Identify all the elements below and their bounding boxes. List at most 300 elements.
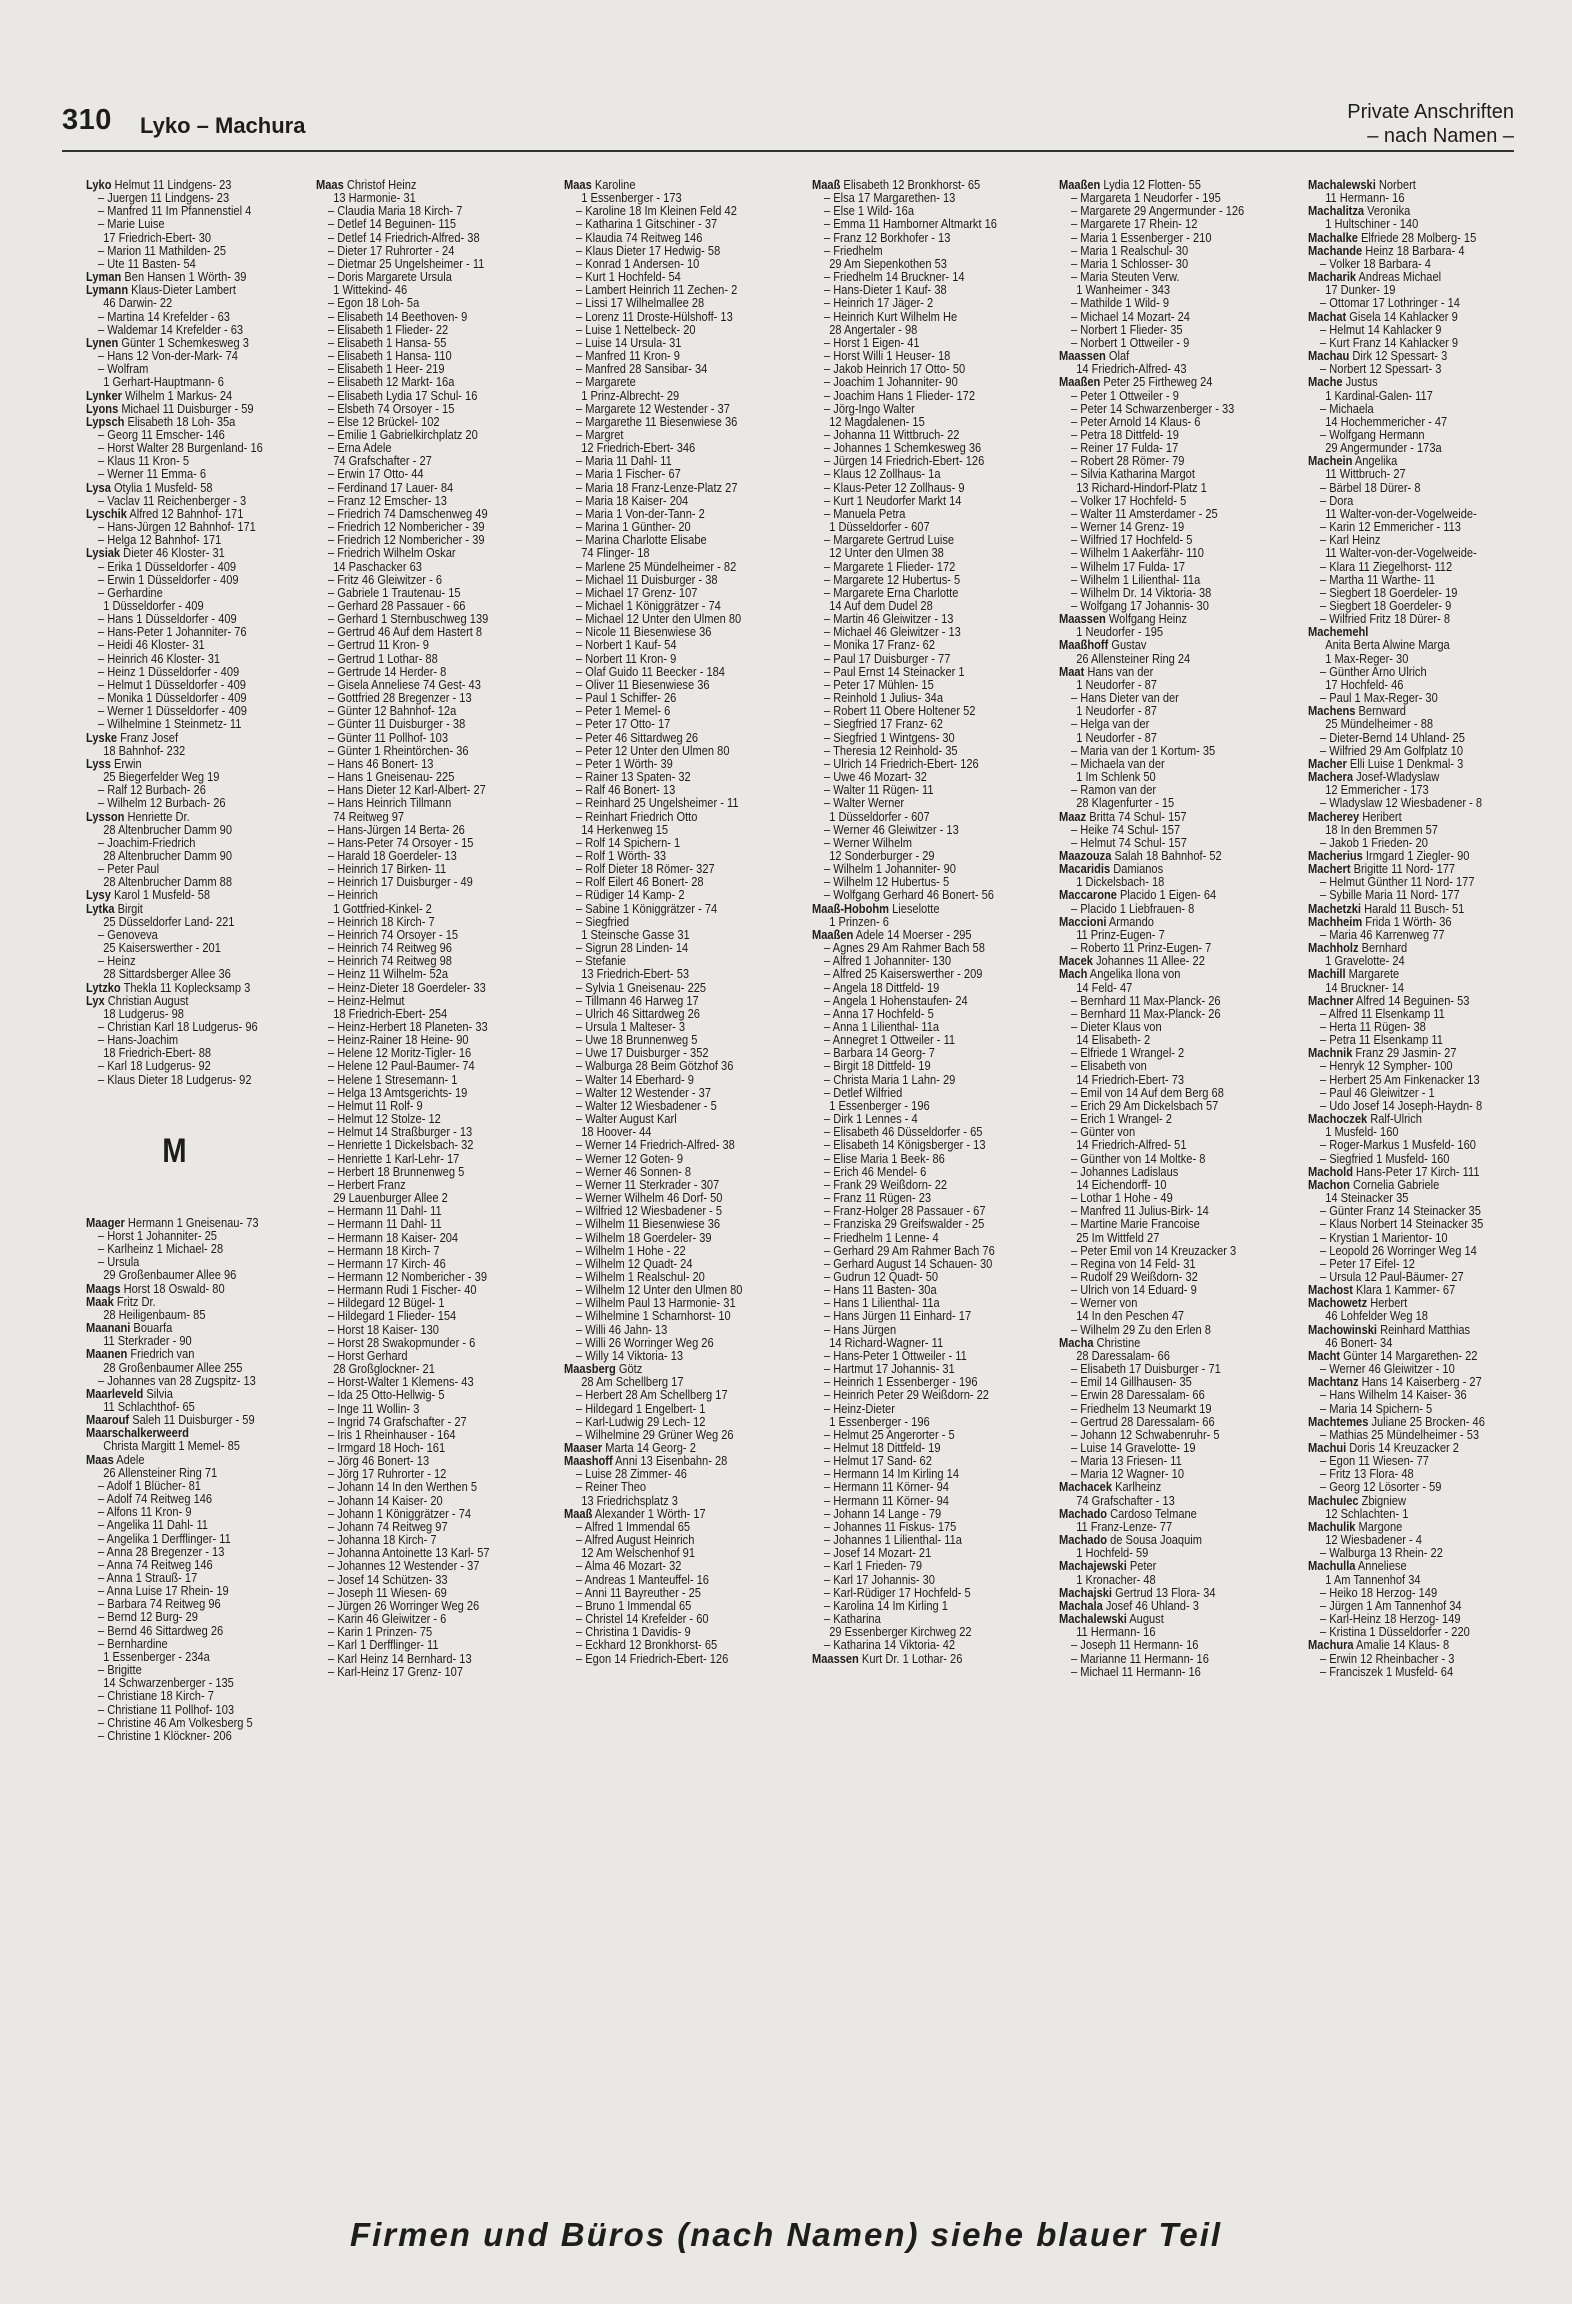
entry-line: – Werner 12 Goten- 9 — [576, 1150, 684, 1166]
entry-line: – Robert 28 Römer- 79 — [1071, 453, 1185, 469]
entry-address-line: 26 Allensteiner Ring 71 — [103, 1464, 218, 1480]
entry-surname-line: Machold Hans-Peter 17 Kirch- 111 — [1308, 1163, 1480, 1179]
entry-address-line: 1 Kardinal-Galen- 117 — [1325, 387, 1433, 403]
entry-line: – Christine 1 Klöckner- 206 — [98, 1727, 232, 1743]
entry-line: – Werner von — [1071, 1295, 1138, 1311]
entry-line: – Anna 74 Reitweg 146 — [98, 1556, 213, 1572]
entry-surname-line: Machtanz Hans 14 Kaiserberg - 27 — [1308, 1374, 1482, 1390]
entry-address-line: 28 Altenbrucher Damm 88 — [103, 874, 232, 890]
entry-address-line: 25 Biegerfelder Weg 19 — [103, 769, 220, 785]
entry-line: – Frank 29 Weißdorn- 22 — [824, 1176, 948, 1192]
entry-line: – Emma 11 Hamborner Altmarkt 16 — [824, 216, 997, 232]
entry-line: – Ursula — [98, 1254, 140, 1270]
entry-line: – Karin 12 Emmericher - 113 — [1320, 519, 1461, 535]
entry-line: – Wilhelm 1 Lilienthal- 11a — [1071, 571, 1201, 587]
entry-surname-line: Machner Alfred 14 Beguinen- 53 — [1308, 992, 1470, 1008]
entry-line: – Placido 1 Liebfrauen- 8 — [1071, 900, 1195, 916]
entry-line: – Franz 12 Emscher- 13 — [328, 492, 447, 508]
entry-line: – Alfred 1 Johanniter- 130 — [824, 953, 951, 969]
entry-surname-line: Maaß Alexander 1 Wörth- 17 — [564, 1505, 706, 1521]
entry-line: – Rolf Eilert 46 Bonert- 28 — [576, 874, 704, 890]
entry-surname-line: Lypsch Elisabeth 18 Loh- 35a — [86, 413, 236, 429]
entry-line: – Horst 1 Johanniter- 25 — [98, 1227, 217, 1243]
entry-surname-line: Lysiak Dieter 46 Kloster- 31 — [86, 545, 225, 561]
entry-line: – Willi 46 Jahn- 13 — [576, 1321, 668, 1337]
entry-line: – Leopold 26 Worringer Weg 14 — [1320, 1242, 1477, 1258]
entry-address-line: 74 Grafschafter - 13 — [1076, 1492, 1175, 1508]
entry-line: – Wilfried Fritz 18 Dürer- 8 — [1320, 611, 1451, 627]
entry-address-line: 1 Steinsche Gasse 31 — [581, 926, 690, 942]
entry-line: – Elisabeth 1 Heer- 219 — [328, 361, 445, 377]
entry-address-line: 11 Franz-Lenze- 77 — [1076, 1518, 1173, 1534]
entry-line: – Klaudia 74 Reitweg 146 — [576, 229, 703, 245]
entry-line: – Friedhelm 13 Neumarkt 19 — [1071, 1400, 1212, 1416]
entry-line: – Dietmar 25 Ungelsheimer - 11 — [328, 255, 485, 271]
entry-line: – Ulrich 46 Sittardweg 26 — [576, 1005, 700, 1021]
entry-address-line: 17 Friedrich-Ebert- 30 — [103, 229, 212, 245]
entry-line: – Heinz — [98, 953, 136, 969]
entry-address-line: Christa Margitt 1 Memel- 85 — [103, 1438, 240, 1454]
entry-line: – Michaela — [1320, 400, 1374, 416]
entry-address-line: 13 Friedrichsplatz 3 — [581, 1492, 678, 1508]
entry-line: – Heinrich 17 Jäger- 2 — [824, 295, 934, 311]
entry-address-line: 14 Friedrich-Alfred- 43 — [1076, 361, 1187, 377]
entry-line: – Herta 11 Rügen- 38 — [1320, 1019, 1426, 1034]
entry-line: – Elise Maria 1 Beek- 86 — [824, 1150, 945, 1166]
entry-surname-line: Maanen Friedrich van — [86, 1346, 195, 1362]
entry-line: – Mathias 25 Mündelheimer - 53 — [1320, 1426, 1480, 1442]
entry-address-line: 1 Dickelsbach- 18 — [1076, 874, 1165, 890]
entry-address-line: 17 Hochfeld- 46 — [1325, 676, 1404, 692]
entry-address-line: 28 Heiligenbaum- 85 — [103, 1306, 206, 1322]
entry-line: – Franz-Holger 28 Passauer - 67 — [824, 1203, 986, 1219]
entry-address-line: 18 Friedrich-Ebert- 254 — [333, 1005, 448, 1021]
entry-address-line: 46 Darwin- 22 — [103, 295, 173, 311]
entry-line: – Katharina 1 Gitschiner - 37 — [576, 216, 718, 232]
entry-line: – Klaus Norbert 14 Steinacker 35 — [1320, 1216, 1484, 1232]
entry-line: – Walburga 13 Rhein- 22 — [1320, 1545, 1443, 1561]
entry-line: – Karl-Rüdiger 17 Hochfeld- 5 — [824, 1584, 971, 1600]
entry-line: – Michael 11 Duisburger - 38 — [576, 571, 718, 587]
entry-line: – Reiner 17 Fulda- 17 — [1071, 440, 1179, 456]
entry-line: – Christina 1 Davidis- 9 — [576, 1624, 691, 1640]
entry-line: – Anna 1 Lilienthal- 11a — [824, 1019, 940, 1034]
entry-address-line: 18 Ludgerus- 98 — [103, 1005, 184, 1021]
entry-address-line: 29 Großenbaumer Allee 96 — [103, 1267, 237, 1283]
entry-address-line: 29 Am Siepenkothen 53 — [829, 255, 947, 271]
entry-line: – Klaus-Peter 12 Zollhaus- 9 — [824, 479, 965, 495]
entry-line: – Wilhelm 29 Zu den Erlen 8 — [1071, 1321, 1211, 1337]
entry-surname-line: Machat Gisela 14 Kahlacker 9 — [1308, 308, 1458, 324]
entry-surname-line: Machalitza Veronika — [1308, 203, 1411, 219]
entry-address-line: 14 Paschacker 63 — [333, 558, 422, 574]
entry-line: – Monika 1 Düsseldorfer - 409 — [98, 690, 247, 706]
entry-address-line: 11 Prinz-Eugen- 7 — [1076, 926, 1165, 942]
entry-line: – Norbert 12 Spessart- 3 — [1320, 361, 1442, 377]
entry-surname-line: Lyman Ben Hansen 1 Wörth- 39 — [86, 269, 247, 285]
entry-address-line: 1 Max-Reger- 30 — [1325, 650, 1409, 666]
entry-line: – Brigitte — [98, 1662, 142, 1678]
entry-line: – Henriette 1 Dickelsbach- 32 — [328, 1137, 474, 1153]
entry-line: – Hans-Peter 1 Ottweiler - 11 — [824, 1347, 967, 1363]
entry-line: – Emilie 1 Gabrielkirchplatz 20 — [328, 426, 478, 442]
entry-line: – Lorenz 11 Droste-Hülshoff- 13 — [576, 308, 733, 324]
entry-line: – Claudia Maria 18 Kirch- 7 — [328, 203, 463, 219]
entry-line: – Wolfram — [98, 361, 149, 377]
entry-line: – Franciszek 1 Musfeld- 64 — [1320, 1663, 1454, 1679]
entry-line: – Gabriele 1 Trautenau- 15 — [328, 584, 461, 600]
entry-surname-line: Machalewski August — [1059, 1611, 1164, 1627]
entry-line: – Bernd 12 Burg- 29 — [98, 1609, 198, 1625]
entry-line: – Mathilde 1 Wild- 9 — [1071, 295, 1170, 311]
entry-line: – Wilhelm Paul 13 Harmonie- 31 — [576, 1295, 736, 1311]
entry-line: – Hermann Rudi 1 Fischer- 40 — [328, 1282, 477, 1298]
entry-surname-line: Machulik Margone — [1308, 1518, 1403, 1534]
entry-line: – Karl Heinz — [1320, 532, 1381, 548]
entry-line: – Helmut 74 Schul- 157 — [1071, 834, 1187, 850]
entry-line: – Wolfgang Gerhard 46 Bonert- 56 — [824, 887, 994, 903]
entry-address-line: 14 Steinacker 35 — [1325, 1190, 1409, 1206]
entry-address-line: 12 Unter den Ulmen 38 — [829, 545, 944, 561]
entry-line: – Karoline 18 Im Kleinen Feld 42 — [576, 203, 737, 219]
entry-line: – Hans Jürgen — [824, 1321, 897, 1337]
entry-surname-line: Machalewski Norbert — [1308, 177, 1416, 192]
entry-line: – Wilhelmine 29 Grüner Weg 26 — [576, 1426, 734, 1442]
entry-address-line: 1 Kronacher- 48 — [1076, 1571, 1156, 1587]
entry-line: – Maria 46 Karrenweg 77 — [1320, 926, 1445, 942]
entry-line: – Erwin 12 Rheinbacher - 3 — [1320, 1650, 1455, 1666]
entry-line: – Elisabeth 1 Hansa- 55 — [328, 334, 447, 350]
entry-line: – Birgit 18 Dittfeld- 19 — [824, 1058, 931, 1074]
entry-line: – Anni 11 Bayreuther - 25 — [576, 1584, 701, 1600]
entry-line: – Manfred 11 Julius-Birk- 14 — [1071, 1203, 1209, 1219]
entry-line: – Anna 1 Strauß- 17 — [98, 1570, 198, 1585]
entry-line: – Karl-Heinz 17 Grenz- 107 — [328, 1663, 463, 1679]
entry-line: – Ramon van der — [1071, 782, 1157, 798]
entry-surname-line: Lysson Henriette Dr. — [86, 808, 190, 824]
entry-line: – Günter 11 Pollhof- 103 — [328, 729, 449, 745]
entry-surname-line: Maak Fritz Dr. — [86, 1293, 156, 1309]
entry-line: – Margarete 29 Angermunder - 126 — [1071, 203, 1245, 219]
entry-line: – Jürgen 14 Friedrich-Ebert- 126 — [824, 453, 985, 469]
entry-address-line: 18 In den Bremmen 57 — [1325, 821, 1438, 837]
entry-line: – Norbert 1 Kauf- 54 — [576, 637, 677, 653]
entry-line: – Klaus 12 Zollhaus- 1a — [824, 466, 941, 482]
entry-line: – Michael 1 Königgrätzer - 74 — [576, 598, 721, 613]
entry-address-line: 14 Bruckner- 14 — [1325, 979, 1405, 995]
entry-surname-line: Machoczek Ralf-Ulrich — [1308, 1111, 1422, 1127]
entry-line: – Wilhelm 12 Burbach- 26 — [98, 795, 226, 811]
entry-line: – Adolf 1 Blücher- 81 — [98, 1477, 201, 1493]
entry-line: – Margareta 1 Neudorfer - 195 — [1071, 190, 1221, 206]
entry-surname-line: Maaßen Peter 25 Firtheweg 24 — [1059, 374, 1213, 390]
entry-line: – Hermann 14 Im Kirling 14 — [824, 1466, 959, 1482]
entry-line: – Jürgen 1 Am Tannenhof 34 — [1320, 1597, 1462, 1613]
entry-line: – Werner 46 Gleiwitzer - 13 — [824, 821, 959, 837]
entry-line: – Ute 11 Basten- 54 — [98, 255, 196, 271]
entry-line: – Dieter 17 Ruhrorter - 24 — [328, 242, 455, 258]
entry-line: – Werner 11 Emma- 6 — [98, 466, 207, 482]
entry-line: – Dirk 1 Lennes - 4 — [824, 1111, 918, 1127]
entry-line: – Wilhelmine 1 Steinmetz- 11 — [98, 716, 242, 732]
entry-line: – Ulrich von 14 Eduard- 9 — [1071, 1282, 1197, 1298]
entry-address-line: 1 Prinzen- 6 — [829, 913, 889, 929]
entry-line: – Egon 18 Loh- 5a — [328, 295, 420, 311]
entry-line: – Barbara 14 Georg- 7 — [824, 1045, 935, 1061]
entry-line: – Joseph 11 Hermann- 16 — [1071, 1637, 1199, 1653]
entry-line: – Horst-Walter 1 Klemens- 43 — [328, 1374, 474, 1390]
entry-line: – Alfred August Heinrich — [576, 1532, 695, 1548]
entry-address-line: 28 Am Schellberg 17 — [581, 1374, 684, 1390]
column-3 — [564, 178, 742, 1665]
entry-line: – Christa Maria 1 Lahn- 29 — [824, 1071, 956, 1087]
entry-surname-line: Maat Hans van der — [1059, 663, 1154, 679]
entry-line: – Andreas 1 Manteuffel- 16 — [576, 1571, 709, 1587]
entry-line: – Dieter Klaus von — [1071, 1019, 1162, 1034]
entry-line: – Walburga 28 Beim Götzhof 36 — [576, 1058, 734, 1074]
entry-line: – Hans-Jürgen 12 Bahnhof- 171 — [98, 519, 256, 535]
entry-line: – Juergen 11 Lindgens- 23 — [98, 190, 230, 206]
entry-line: – Walter 14 Eberhard- 9 — [576, 1071, 694, 1087]
entry-line: – Johann 1 Königgrätzer - 74 — [328, 1505, 472, 1521]
entry-line: – Agnes 29 Am Rahmer Bach 58 — [824, 940, 985, 956]
entry-line: – Walter 12 Westender - 37 — [576, 1084, 711, 1100]
entry-surname-line: Machert Brigitte 11 Nord- 177 — [1308, 861, 1456, 877]
entry-line: – Michael 11 Hermann- 16 — [1071, 1663, 1201, 1679]
entry-line: – Johannes 1 Schemkesweg 36 — [824, 440, 982, 456]
entry-line: – Bernhard 11 Max-Planck- 26 — [1071, 1005, 1221, 1021]
entry-line: – Werner 46 Sonnen- 8 — [576, 1163, 692, 1179]
entry-address-line: 11 Walter-von-der-Vogelweide- — [1325, 505, 1477, 521]
entry-line: – Karl 1 Derfflinger- 11 — [328, 1637, 439, 1653]
entry-surname-line: Machtemes Juliane 25 Brocken- 46 — [1308, 1413, 1485, 1429]
entry-address-line: 1 Im Schlenk 50 — [1076, 769, 1156, 785]
entry-address-line: 25 Kaiserswerther - 201 — [103, 940, 221, 956]
entry-line: – Peter 17 Eifel- 12 — [1320, 1255, 1415, 1271]
entry-line: – Regina von 14 Feld- 31 — [1071, 1255, 1196, 1271]
entry-line: – Martha 11 Warthe- 11 — [1320, 571, 1436, 587]
entry-line: – Elisabeth 1 Flieder- 22 — [328, 321, 449, 337]
entry-line: – Ottomar 17 Lothringer - 14 — [1320, 295, 1460, 311]
entry-surname-line: Maaß-Hobohm Lieselotte — [812, 900, 940, 916]
entry-line: – Herbert Franz — [328, 1176, 406, 1192]
entry-line: – Paul 46 Gleiwitzer - 1 — [1320, 1084, 1435, 1100]
entry-surname-line: Lynen Günter 1 Schemkesweg 3 — [86, 334, 249, 350]
entry-line: – Wilhelm 1 Realschul- 20 — [576, 1268, 705, 1284]
entry-address-line: 1 Essenberger - 196 — [829, 1097, 930, 1113]
entry-line: – Heinrich Kurt Wilhelm He — [824, 308, 958, 324]
entry-address-line: 1 Düsseldorfer - 409 — [103, 598, 204, 613]
entry-line: – Norbert 11 Kron- 9 — [576, 650, 677, 666]
entry-line: – Hermann 17 Kirch- 46 — [328, 1255, 446, 1271]
entry-line: – Emil von 14 Auf dem Berg 68 — [1071, 1084, 1224, 1100]
entry-line: – Sabine 1 Königgrätzer - 74 — [576, 900, 718, 916]
entry-line: – Friedrich 12 Nombericher - 39 — [328, 519, 485, 535]
entry-line: – Maria 1 Schlosser- 30 — [1071, 255, 1189, 271]
entry-line: – Helene 12 Moritz-Tigler- 16 — [328, 1045, 472, 1061]
entry-line: – Irmgard 18 Hoch- 161 — [328, 1440, 446, 1455]
entry-surname-line: Lytka Birgit — [86, 900, 143, 916]
entry-address-line: 18 Hoover- 44 — [581, 1124, 652, 1140]
entry-line: – Wilhelm 11 Biesenwiese 36 — [576, 1216, 721, 1232]
entry-line: – Angela 1 Hohenstaufen- 24 — [824, 992, 968, 1008]
entry-line: – Angela 18 Dittfeld- 19 — [824, 979, 940, 995]
entry-line: – Hans 11 Basten- 30a — [824, 1282, 937, 1298]
entry-line: – Johannes Ladislaus — [1071, 1163, 1179, 1179]
entry-line: – Karl 1 Frieden- 79 — [824, 1558, 923, 1574]
entry-line: – Hans 1 Gneisenau- 225 — [328, 769, 455, 785]
entry-line: – Gertrud 1 Lothar- 88 — [328, 650, 438, 666]
entry-line: – Maria 18 Franz-Lenze-Platz 27 — [576, 479, 738, 495]
entry-surname-line: Maarschalkerweerd — [86, 1425, 189, 1441]
entry-address-line: 28 Großenbaumer Allee 255 — [103, 1359, 243, 1375]
entry-surname-line: Machowinski Reinhard Matthias — [1308, 1321, 1471, 1337]
entry-line: – Georg 11 Emscher- 146 — [98, 426, 225, 442]
entry-address-line: 28 Altenbrucher Damm 90 — [103, 847, 232, 863]
entry-address-line: 28 Altenbrucher Damm 90 — [103, 821, 232, 837]
entry-surname-line: Machajewski Peter — [1059, 1558, 1157, 1574]
entry-surname-line: Maasberg Götz — [564, 1361, 643, 1377]
entry-line: – Elisabeth 12 Markt- 16a — [328, 374, 455, 390]
entry-line: – Rudolf 29 Weißdorn- 32 — [1071, 1268, 1198, 1284]
entry-line: – Siegbert 18 Goerdeler- 19 — [1320, 584, 1458, 600]
entry-line: – Werner 11 Sterkrader - 307 — [576, 1176, 720, 1192]
entry-address-line: 11 Hermann- 16 — [1076, 1624, 1156, 1640]
entry-address-line: 1 Essenberger - 173 — [581, 190, 682, 206]
entry-line: – Siegfried 17 Franz- 62 — [824, 716, 943, 732]
entry-line: – Alma 46 Mozart- 32 — [576, 1558, 682, 1574]
column-4 — [812, 178, 997, 1665]
entry-address-line: 29 Essenberger Kirchweg 22 — [829, 1624, 972, 1640]
entry-line: – Maria 1 Realschul- 30 — [1071, 242, 1189, 258]
entry-surname-line: Machill Margarete — [1308, 966, 1400, 982]
entry-surname-line: Machheim Frida 1 Wörth- 36 — [1308, 913, 1452, 929]
entry-line: – Ulrich 14 Friedrich-Ebert- 126 — [824, 755, 979, 771]
entry-line: – Uwe 18 Brunnenweg 5 — [576, 1032, 698, 1048]
entry-line: – Karlheinz 1 Michael- 28 — [98, 1241, 224, 1257]
entry-line: – Elisabeth 14 Beethoven- 9 — [328, 308, 468, 324]
entry-address-line: 14 Elisabeth- 2 — [1076, 1032, 1151, 1048]
entry-line: – Klaus Dieter 17 Hedwig- 58 — [576, 242, 721, 258]
entry-address-line: 18 Bahnhof- 232 — [103, 742, 186, 758]
entry-line: – Wilhelm 12 Unter den Ulmen 80 — [576, 1282, 743, 1298]
entry-line: – Willy 14 Viktoria- 13 — [576, 1347, 684, 1363]
entry-line: – Michael 46 Gleiwitzer - 13 — [824, 624, 961, 640]
entry-line: – Heinrich 74 Reitweg 96 — [328, 940, 452, 956]
entry-line: – Bernhardine — [98, 1635, 168, 1651]
entry-line: – Heiko 18 Herzog- 149 — [1320, 1584, 1438, 1600]
entry-line: – Monika 17 Franz- 62 — [824, 637, 935, 653]
entry-line: – Rolf 1 Wörth- 33 — [576, 847, 667, 863]
entry-line: – Reinhold 1 Julius- 34a — [824, 690, 943, 706]
entry-line: – Hermann 12 Nombericher - 39 — [328, 1268, 488, 1284]
entry-line: – Paul Ernst 14 Steinacker 1 — [824, 663, 965, 679]
entry-line: – Kurt 1 Neudorfer Markt 14 — [824, 492, 962, 508]
entry-line: – Wilhelm 12 Hubertus- 5 — [824, 874, 950, 890]
entry-line: – Olaf Guido 11 Beecker - 184 — [576, 663, 725, 679]
entry-line: – Werner 14 Grenz- 19 — [1071, 519, 1185, 535]
entry-line: – Ralf 46 Bonert- 13 — [576, 782, 676, 798]
entry-line: – Katharina 14 Viktoria- 42 — [824, 1637, 956, 1653]
entry-line: – Egon 11 Wiesen- 77 — [1320, 1453, 1429, 1469]
entry-line: – Uwe 46 Mozart- 32 — [824, 769, 927, 785]
entry-line: – Walter Werner — [824, 795, 905, 811]
entry-address-line: 11 Walter-von-der-Vogelweide- — [1325, 545, 1477, 561]
entry-surname-line: Macek Johannes 11 Allee- 22 — [1059, 953, 1205, 969]
entry-line: – Siegfried 1 Musfeld- 160 — [1320, 1150, 1450, 1166]
entry-address-line: 46 Bonert- 34 — [1325, 1334, 1393, 1350]
entry-surname-line: Machado de Sousa Joaquim — [1059, 1532, 1202, 1548]
entry-line: – Elsbeth 74 Orsoyer - 15 — [328, 400, 455, 416]
entry-line: – Heinrich 1 Essenberger - 196 — [824, 1374, 978, 1390]
entry-line: – Lissi 17 Wilhelmallee 28 — [576, 295, 705, 311]
entry-line: – Heinrich 17 Duisburger - 49 — [328, 874, 473, 890]
page-header — [62, 96, 1514, 146]
entry-line: – Karl 18 Ludgerus- 92 — [98, 1058, 211, 1074]
entry-line: – Stefanie — [576, 953, 626, 969]
entry-line: – Hans 46 Bonert- 13 — [328, 755, 434, 771]
entry-line: – Bernd 46 Sittardweg 26 — [98, 1622, 224, 1638]
entry-address-line: 1 Am Tannenhof 34 — [1325, 1571, 1421, 1587]
entry-line: – Peter 17 Mühlen- 15 — [824, 676, 934, 692]
entry-line: – Günter 1 Rheintörchen- 36 — [328, 742, 469, 758]
entry-line: – Bernhard 11 Max-Planck- 26 — [1071, 992, 1221, 1008]
entry-line: – Harald 18 Goerdeler- 13 — [328, 847, 457, 863]
entry-line: – Marie Luise — [98, 216, 165, 232]
entry-address-line: 1 Neudorfer - 195 — [1076, 624, 1164, 640]
entry-surname-line: Maager Hermann 1 Gneisenau- 73 — [86, 1214, 259, 1230]
entry-line: – Helmut Günther 11 Nord- 177 — [1320, 874, 1475, 890]
entry-surname-line: Maazouza Salah 18 Bahnhof- 52 — [1059, 847, 1222, 863]
entry-surname-line: Maarouf Saleh 11 Duisburger - 59 — [86, 1412, 255, 1428]
entry-line: – Theresia 12 Reinhold- 35 — [824, 742, 958, 758]
entry-address-line: 12 Friedrich-Ebert- 346 — [581, 440, 696, 456]
entry-line: – Maria van der 1 Kortum- 35 — [1071, 742, 1216, 758]
entry-line: – Horst 1 Eigen- 41 — [824, 334, 920, 350]
entry-line: – Günter 11 Duisburger - 38 — [328, 716, 466, 732]
entry-line: – Marianne 11 Hermann- 16 — [1071, 1650, 1209, 1666]
entry-surname-line: Macha Christine — [1059, 1334, 1141, 1350]
entry-line: – Hermann 18 Kirch- 7 — [328, 1242, 440, 1258]
entry-line: – Heinz-Helmut — [328, 992, 405, 1008]
entry-line: – Michael 14 Mozart- 24 — [1071, 308, 1190, 324]
entry-address-line: 28 Klagenfurter - 15 — [1076, 795, 1175, 811]
entry-address-line: 1 Essenberger - 234a — [103, 1648, 210, 1664]
entry-line: – Erwin 17 Otto- 44 — [328, 466, 424, 482]
entry-line: – Ralf 12 Burbach- 26 — [98, 782, 206, 798]
entry-line: – Klara 11 Ziegelhorst- 112 — [1320, 558, 1453, 574]
entry-line: – Karin 1 Prinzen- 75 — [328, 1624, 433, 1640]
entry-line: – Hermann 11 Körner- 94 — [824, 1492, 949, 1508]
entry-address-line: 12 Emmericher - 173 — [1325, 782, 1429, 798]
entry-line: – Waldemar 14 Krefelder - 63 — [98, 321, 244, 337]
entry-line: – Gertrud 28 Daressalam- 66 — [1071, 1413, 1215, 1429]
entry-line: – Günther von 14 Moltke- 8 — [1071, 1150, 1206, 1166]
entry-line: – Georg 12 Lösorter - 59 — [1320, 1479, 1442, 1495]
entry-line: – Günter 12 Bahnhof- 12a — [328, 703, 457, 719]
entry-line: – Joachim 1 Johanniter- 90 — [824, 374, 958, 390]
entry-line: – Margarete 1 Flieder- 172 — [824, 558, 956, 574]
entry-surname-line: Machulec Zbigniew — [1308, 1492, 1406, 1508]
entry-line: – Peter 46 Sittardweg 26 — [576, 729, 699, 745]
entry-line: – Krystian 1 Marientor- 10 — [1320, 1229, 1448, 1245]
entry-surname-line: Machado Cardoso Telmane — [1059, 1505, 1197, 1521]
entry-line: – Michael 12 Unter den Ulmen 80 — [576, 611, 742, 627]
entry-line: – Günter von — [1071, 1124, 1136, 1140]
entry-line: – Elisabeth 17 Duisburger - 71 — [1071, 1361, 1221, 1377]
entry-line: – Detlef Wilfried — [824, 1084, 903, 1100]
entry-line: – Heinrich 74 Reitweg 98 — [328, 953, 452, 969]
